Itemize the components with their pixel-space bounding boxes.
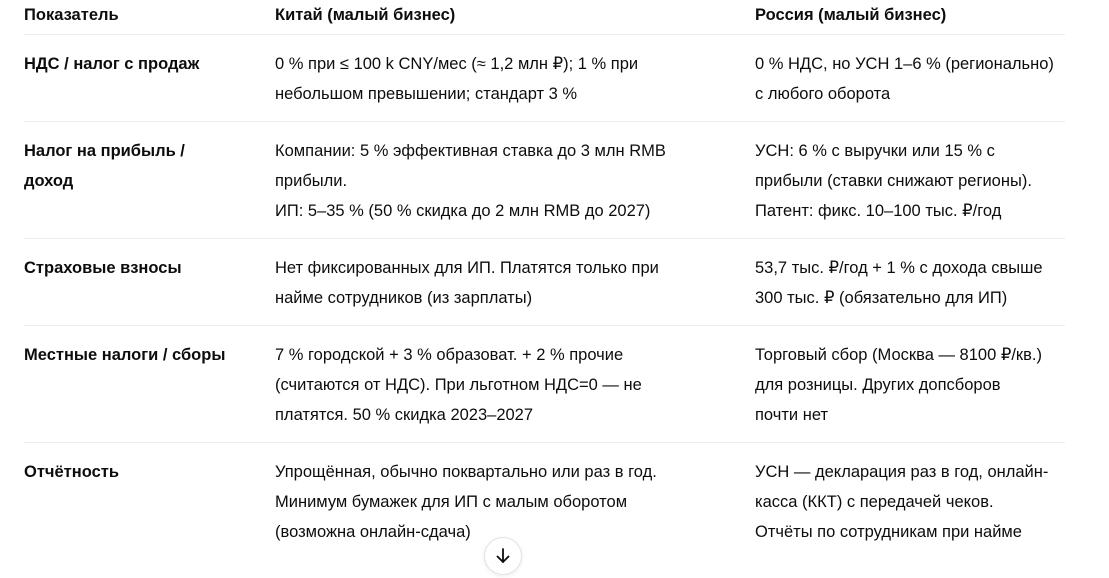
russia-line: УСН — декларация раз в год, онлайн- bbox=[755, 463, 1049, 481]
table-row bbox=[24, 326, 1065, 443]
row-label bbox=[24, 443, 275, 559]
russia-cell bbox=[755, 35, 1065, 121]
russia-cell bbox=[755, 443, 1065, 559]
table-header bbox=[24, 0, 1065, 35]
row-label bbox=[24, 35, 275, 121]
russia-line: почти нет bbox=[755, 406, 829, 424]
china-line: 7 % городской + 3 % образоват. + 2 % прочие bbox=[275, 346, 624, 364]
china-line: (возможна онлайн-сдача) bbox=[275, 523, 471, 541]
china-line: прибыли. bbox=[275, 172, 348, 190]
header-russia: Россия (малый бизнес) bbox=[755, 6, 947, 24]
row-label-line: Отчётность bbox=[24, 463, 119, 481]
row-label bbox=[24, 122, 275, 238]
russia-line: 0 % НДС, но УСН 1–6 % (регионально) bbox=[755, 55, 1054, 73]
arrow-down-icon bbox=[494, 547, 512, 565]
china-line: найме сотрудников (из зарплаты) bbox=[275, 289, 533, 307]
russia-cell bbox=[755, 326, 1065, 442]
russia-line: с любого оборота bbox=[755, 85, 891, 103]
row-label bbox=[24, 239, 275, 325]
header-indicator: Показатель bbox=[24, 6, 119, 24]
row-label bbox=[24, 326, 275, 442]
china-line: Нет фиксированных для ИП. Платятся только при bbox=[275, 259, 659, 277]
row-label-line: Страховые взносы bbox=[24, 259, 182, 277]
russia-line: Торговый сбор (Москва — 8100 ₽/кв.) bbox=[755, 346, 1042, 364]
china-cell bbox=[275, 122, 755, 238]
table-row bbox=[24, 443, 1065, 559]
china-line: ИП: 5–35 % (50 % скидка до 2 млн RMB до 2027) bbox=[275, 202, 651, 220]
table-row bbox=[24, 122, 1065, 239]
header-china: Китай (малый бизнес) bbox=[275, 6, 456, 24]
china-cell bbox=[275, 35, 755, 121]
scroll-down-button[interactable] bbox=[484, 537, 522, 575]
row-label-line: Местные налоги / сборы bbox=[24, 346, 226, 364]
china-cell bbox=[275, 326, 755, 442]
china-line: платятся. 50 % скидка 2023–2027 bbox=[275, 406, 534, 424]
table-row bbox=[24, 239, 1065, 326]
russia-line: прибыли (ставки снижают регионы). bbox=[755, 172, 1032, 190]
russia-line: 300 тыс. ₽ (обязательно для ИП) bbox=[755, 289, 1008, 307]
russia-line: Отчёты по сотрудникам при найме bbox=[755, 523, 1022, 541]
china-cell bbox=[275, 239, 755, 325]
china-line: Компании: 5 % эффективная ставка до 3 млн RMB bbox=[275, 142, 666, 160]
row-label-line: НДС / налог с продаж bbox=[24, 55, 200, 73]
russia-cell bbox=[755, 122, 1065, 238]
russia-line: для розницы. Других допсборов bbox=[755, 376, 1001, 394]
china-line: небольшом превышении; стандарт 3 % bbox=[275, 85, 578, 103]
comparison-table bbox=[24, 0, 1065, 559]
russia-line: 53,7 тыс. ₽/год + 1 % с дохода свыше bbox=[755, 259, 1043, 277]
china-line: Упрощённая, обычно поквартально или раз в год. bbox=[275, 463, 657, 481]
table-row bbox=[24, 35, 1065, 122]
china-line: (считаются от НДС). При льготном НДС=0 — не bbox=[275, 376, 642, 394]
russia-line: Патент: фикс. 10–100 тыс. ₽/год bbox=[755, 202, 1002, 220]
china-line: Минимум бумажек для ИП с малым оборотом bbox=[275, 493, 628, 511]
russia-line: касса (ККТ) с передачей чеков. bbox=[755, 493, 994, 511]
row-label-line: Налог на прибыль / bbox=[24, 142, 185, 160]
russia-cell bbox=[755, 239, 1065, 325]
row-label-line: доход bbox=[24, 172, 74, 190]
china-line: 0 % при ≤ 100 k CNY/мес (≈ 1,2 млн ₽); 1 % при bbox=[275, 55, 639, 73]
russia-line: УСН: 6 % с выручки или 15 % с bbox=[755, 142, 995, 160]
